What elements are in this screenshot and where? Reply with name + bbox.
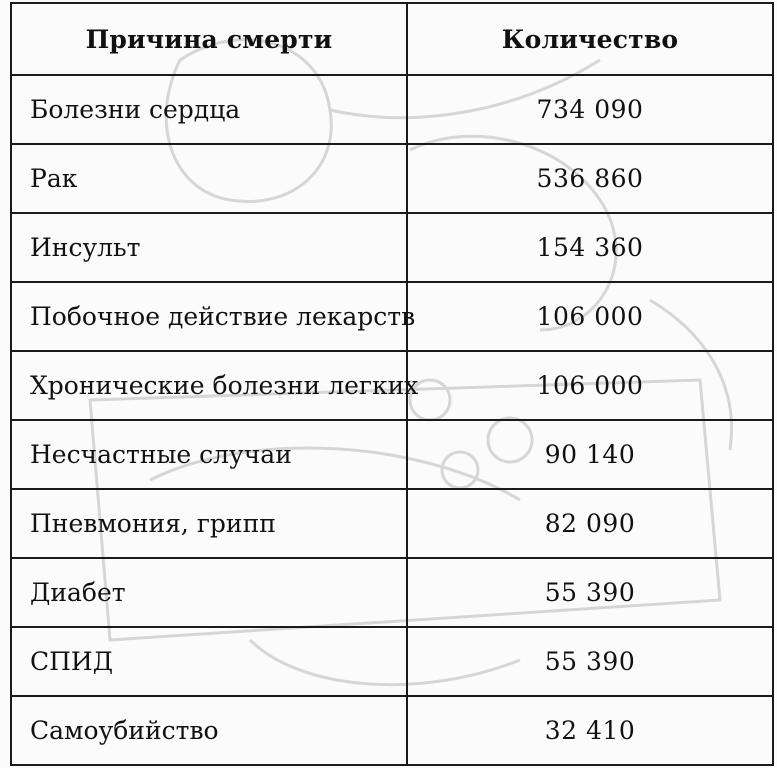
table-row (11, 144, 773, 213)
cause-cell: Пневмония, грипп (11, 489, 407, 558)
cause-cell: Самоубийство (11, 696, 407, 765)
header-row (11, 3, 773, 75)
causes-of-death-table (10, 2, 774, 766)
table-row (11, 489, 773, 558)
cause-cell: Побочное действие лекарств (11, 282, 407, 351)
cause-cell: Несчастные случаи (11, 420, 407, 489)
count-cell: 734 090 (407, 75, 773, 144)
table-row (11, 627, 773, 696)
count-cell: 536 860 (407, 144, 773, 213)
table-row (11, 696, 773, 765)
count-cell: 106 000 (407, 282, 773, 351)
count-cell: 32 410 (407, 696, 773, 765)
column-header-cause: Причина смерти (11, 3, 407, 75)
table-row (11, 282, 773, 351)
cause-cell: СПИД (11, 627, 407, 696)
table-row (11, 420, 773, 489)
count-cell: 82 090 (407, 489, 773, 558)
cause-cell: Болезни сердца (11, 75, 407, 144)
table-row (11, 351, 773, 420)
count-cell: 90 140 (407, 420, 773, 489)
count-cell: 55 390 (407, 627, 773, 696)
cause-cell: Инсульт (11, 213, 407, 282)
cause-cell: Диабет (11, 558, 407, 627)
count-cell: 106 000 (407, 351, 773, 420)
table-row (11, 558, 773, 627)
count-cell: 55 390 (407, 558, 773, 627)
count-cell: 154 360 (407, 213, 773, 282)
table-row (11, 213, 773, 282)
cause-cell: Рак (11, 144, 407, 213)
cause-cell: Хронические болезни легких (11, 351, 407, 420)
column-header-count: Количество (407, 3, 773, 75)
table-row (11, 75, 773, 144)
